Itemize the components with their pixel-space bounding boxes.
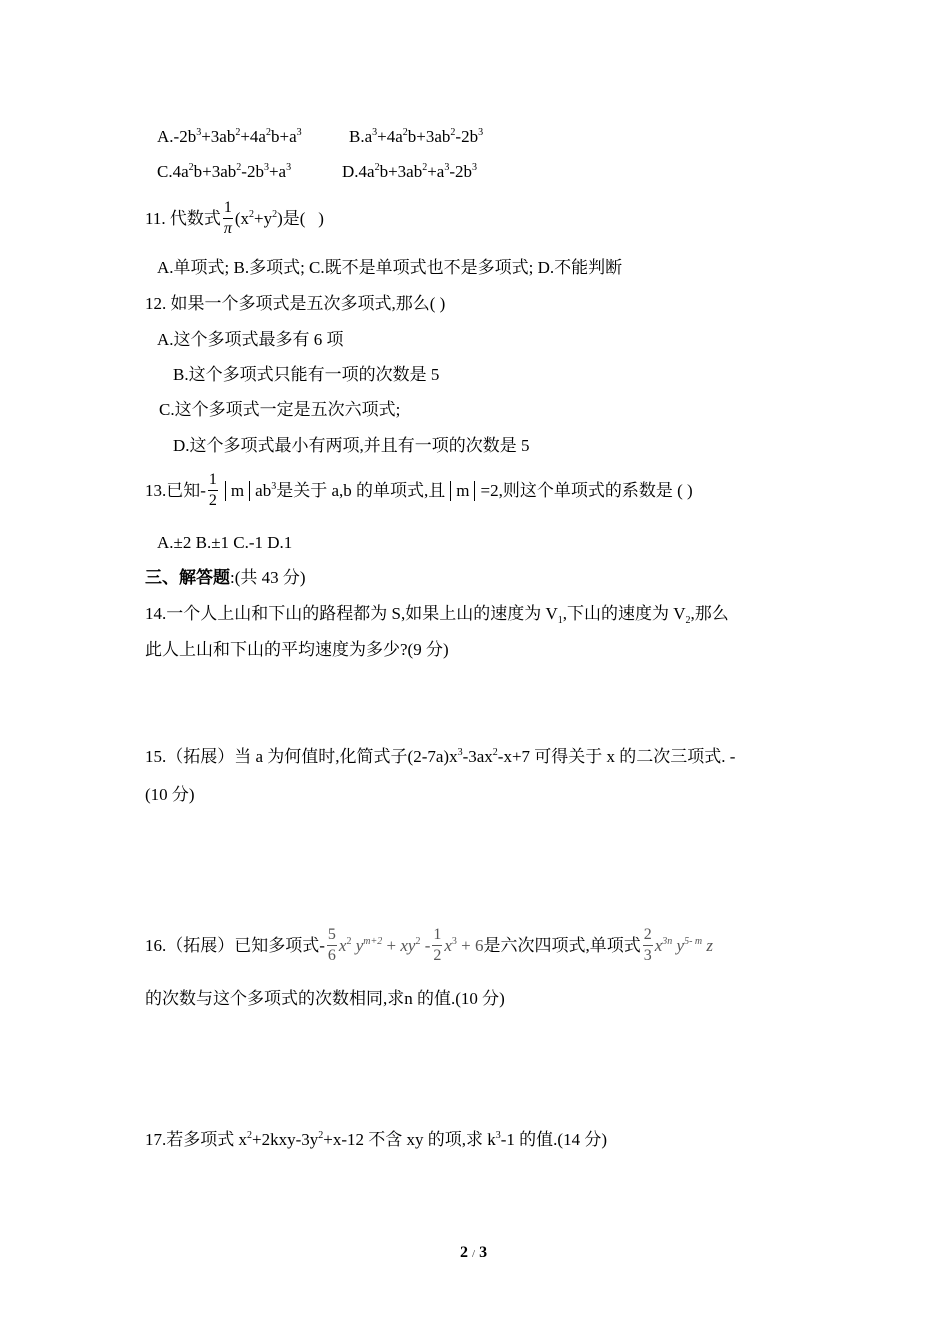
q14-line1: 14.一个人上山和下山的路程都为 S,如果上山的速度为 $V_1$,下山的速度为 $V_2$,那么 (145, 604, 729, 626)
q13-stem: 13.已知- $\frac{1}{2}$ m $ab^3$是关于 a,b 的单项式,且 m =2,则这个单项式的系数是 ( ) (145, 471, 693, 509)
q13-fraction: $\frac{1}{2}$ (208, 471, 217, 509)
q13-options: A.±2 B.±1 C.-1 D.1 (157, 533, 293, 552)
section-heading: 三、解答题:(共 43 分) (145, 568, 306, 587)
q12-option-a: A.这个多项式最多有 6 项 (157, 330, 344, 349)
q10-option-b: $B.a^3+4a^2b+3ab^2-2b^3$ (349, 127, 484, 146)
page-number: 2 / 3 (460, 1244, 488, 1261)
q12-option-b: B.这个多项式只能有一项的次数是 5 (173, 365, 440, 384)
q12-stem: 12. 如果一个多项式是五次多项式,那么( ) (145, 294, 446, 313)
q15-line2: (10 分) (145, 785, 195, 804)
q17-line1: 17.若多项式 $x^2+2kxy-3y^2+x-12$ 不含 xy 的项,求 $k^3-1$ 的值.(14 分) (145, 1130, 607, 1149)
q16-fraction-5-6: $\frac{5}{6}$ (327, 926, 336, 964)
q16-fraction-1-2: $\frac{1}{2}$ (433, 926, 442, 964)
q10-option-d: $D.4a^2b+3ab^2+a^3-2b^3$ (342, 162, 478, 181)
q10-option-c: $C.4a^2b+3ab^2-2b^3+a^3$ (157, 162, 292, 181)
q14-line2: 此人上山和下山的平均速度为多少?(9 分) (145, 640, 449, 659)
q16-line1: 16.（拓展）已知多项式- $\frac{5}{6}$ $x^2$ $y^{m+2} + xy^2$ - $\frac{1}{2}$ $x^3 + 6$是六次四项式,单项式 $\frac{2}{3}$ $x^{3n}$ $y^{5- m}$ z (145, 926, 714, 964)
q16-line2: 的次数与这个多项式的次数相同,求n 的值.(10 分) (145, 989, 505, 1008)
q11-fraction: $\frac{1}{\pi}$ (223, 199, 232, 237)
q11-stem: 11. 代数式 $\frac{1}{\pi}$ $(x^2+y^2)$是( ) (145, 199, 324, 237)
q12-option-d: D.这个多项式最小有两项,并且有一项的次数是 5 (173, 436, 530, 455)
q11-options: A.单项式; B.多项式; C.既不是单项式也不是多项式; D.不能判断 (157, 258, 623, 277)
q12-option-c: C.这个多项式一定是五次六项式; (159, 400, 401, 419)
q10-option-a: $A.-2b^3+3ab^2+4a^2b+a^3$ (157, 127, 302, 146)
q15-line1: 15.（拓展）当 a 为何值时,化简式子$(2-7a)x^3-3ax^2-x+7$ 可得关于 x 的二次三项式. - (145, 747, 736, 766)
q16-fraction-2-3: $\frac{2}{3}$ (643, 926, 652, 964)
